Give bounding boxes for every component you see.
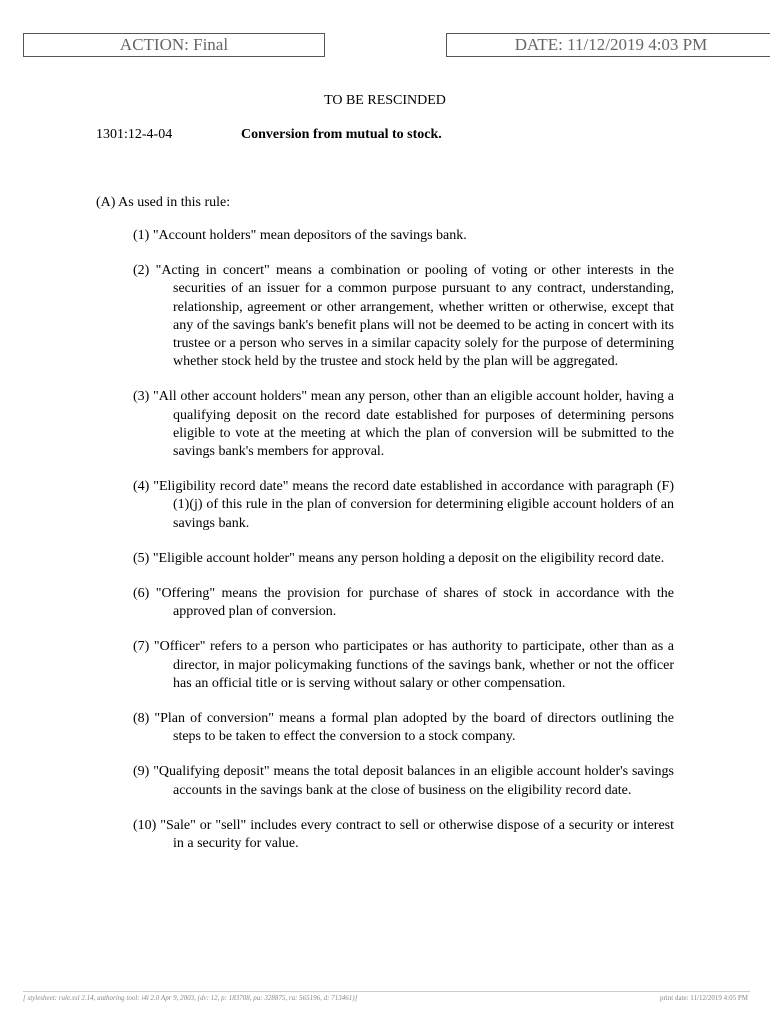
definition-item: (2) "Acting in concert" means a combination or pooling of voting or other interests in the securities of an issuer for a common purpose pursuant to any contract, understanding, relationship, agreement or other arrangement, whether written or otherwise, except that any of the savings bank's benefit plans will not be deemed to be acting in concert with its trustee or a person who serves in a similar capacity solely for the purpose of determining whether stock held by the trustee and stock held by the plan will be aggregated.: [133, 263, 674, 370]
rule-number: 1301:12-4-04: [96, 127, 173, 142]
footer-stylesheet-info: [ stylesheet: rule.xsl 2.14, authoring tool: i4i 2.0 Apr 9, 2003, (dv: 12, p: 183708, pa: 328875, ra: 565196, d: 713461)]: [23, 994, 358, 1002]
action-status-box: ACTION: Final: [23, 33, 325, 57]
paragraph-a-intro: (A) As used in this rule:: [96, 195, 231, 210]
definition-item: (9) "Qualifying deposit" means the total deposit balances in an eligible account holder's savings accounts in the savings bank at the close of business on the eligibility record date.: [133, 764, 674, 798]
definition-item: (8) "Plan of conversion" means a formal plan adopted by the board of directors outlining the steps to be taken to effect the conversion to a stock company.: [133, 711, 674, 745]
date-box: DATE: 11/12/2019 4:03 PM: [446, 33, 770, 57]
footer-print-date: print date: 11/12/2019 4:05 PM: [659, 994, 748, 1002]
footer-divider: [23, 991, 750, 992]
definition-item: (7) "Officer" refers to a person who participates or has authority to participate, other than as a director, in major policymaking functions of the savings bank, whether or not the officer has an official title or is serving without salary or other compensation.: [133, 639, 674, 691]
definition-item: (4) "Eligibility record date" means the record date established in accordance with paragraph (F)(1)(j) of this rule in the plan of conversion for determining eligible account holders of an savings bank.: [133, 479, 674, 531]
definition-item: (3) "All other account holders" mean any person, other than an eligible account holder, having a qualifying deposit on the record date established for purposes of determining persons eligible to vote at the meeting at which the plan of conversion will be submitted to the savings bank's members for approval.: [133, 389, 674, 460]
definition-item: (5) "Eligible account holder" means any person holding a deposit on the eligibility record date.: [133, 550, 665, 566]
definitions-list: [133, 227, 674, 870]
rescind-notice: TO BE RESCINDED: [324, 93, 446, 108]
definition-item: (1) "Account holders" mean depositors of the savings bank.: [133, 228, 467, 243]
rule-title: Conversion from mutual to stock.: [241, 127, 442, 142]
definition-item: (6) "Offering" means the provision for purchase of shares of stock in accordance with the approved plan of conversion.: [133, 586, 674, 620]
definition-item: (10) "Sale" or "sell" includes every contract to sell or otherwise dispose of a security or interest in a security for value.: [133, 817, 674, 852]
